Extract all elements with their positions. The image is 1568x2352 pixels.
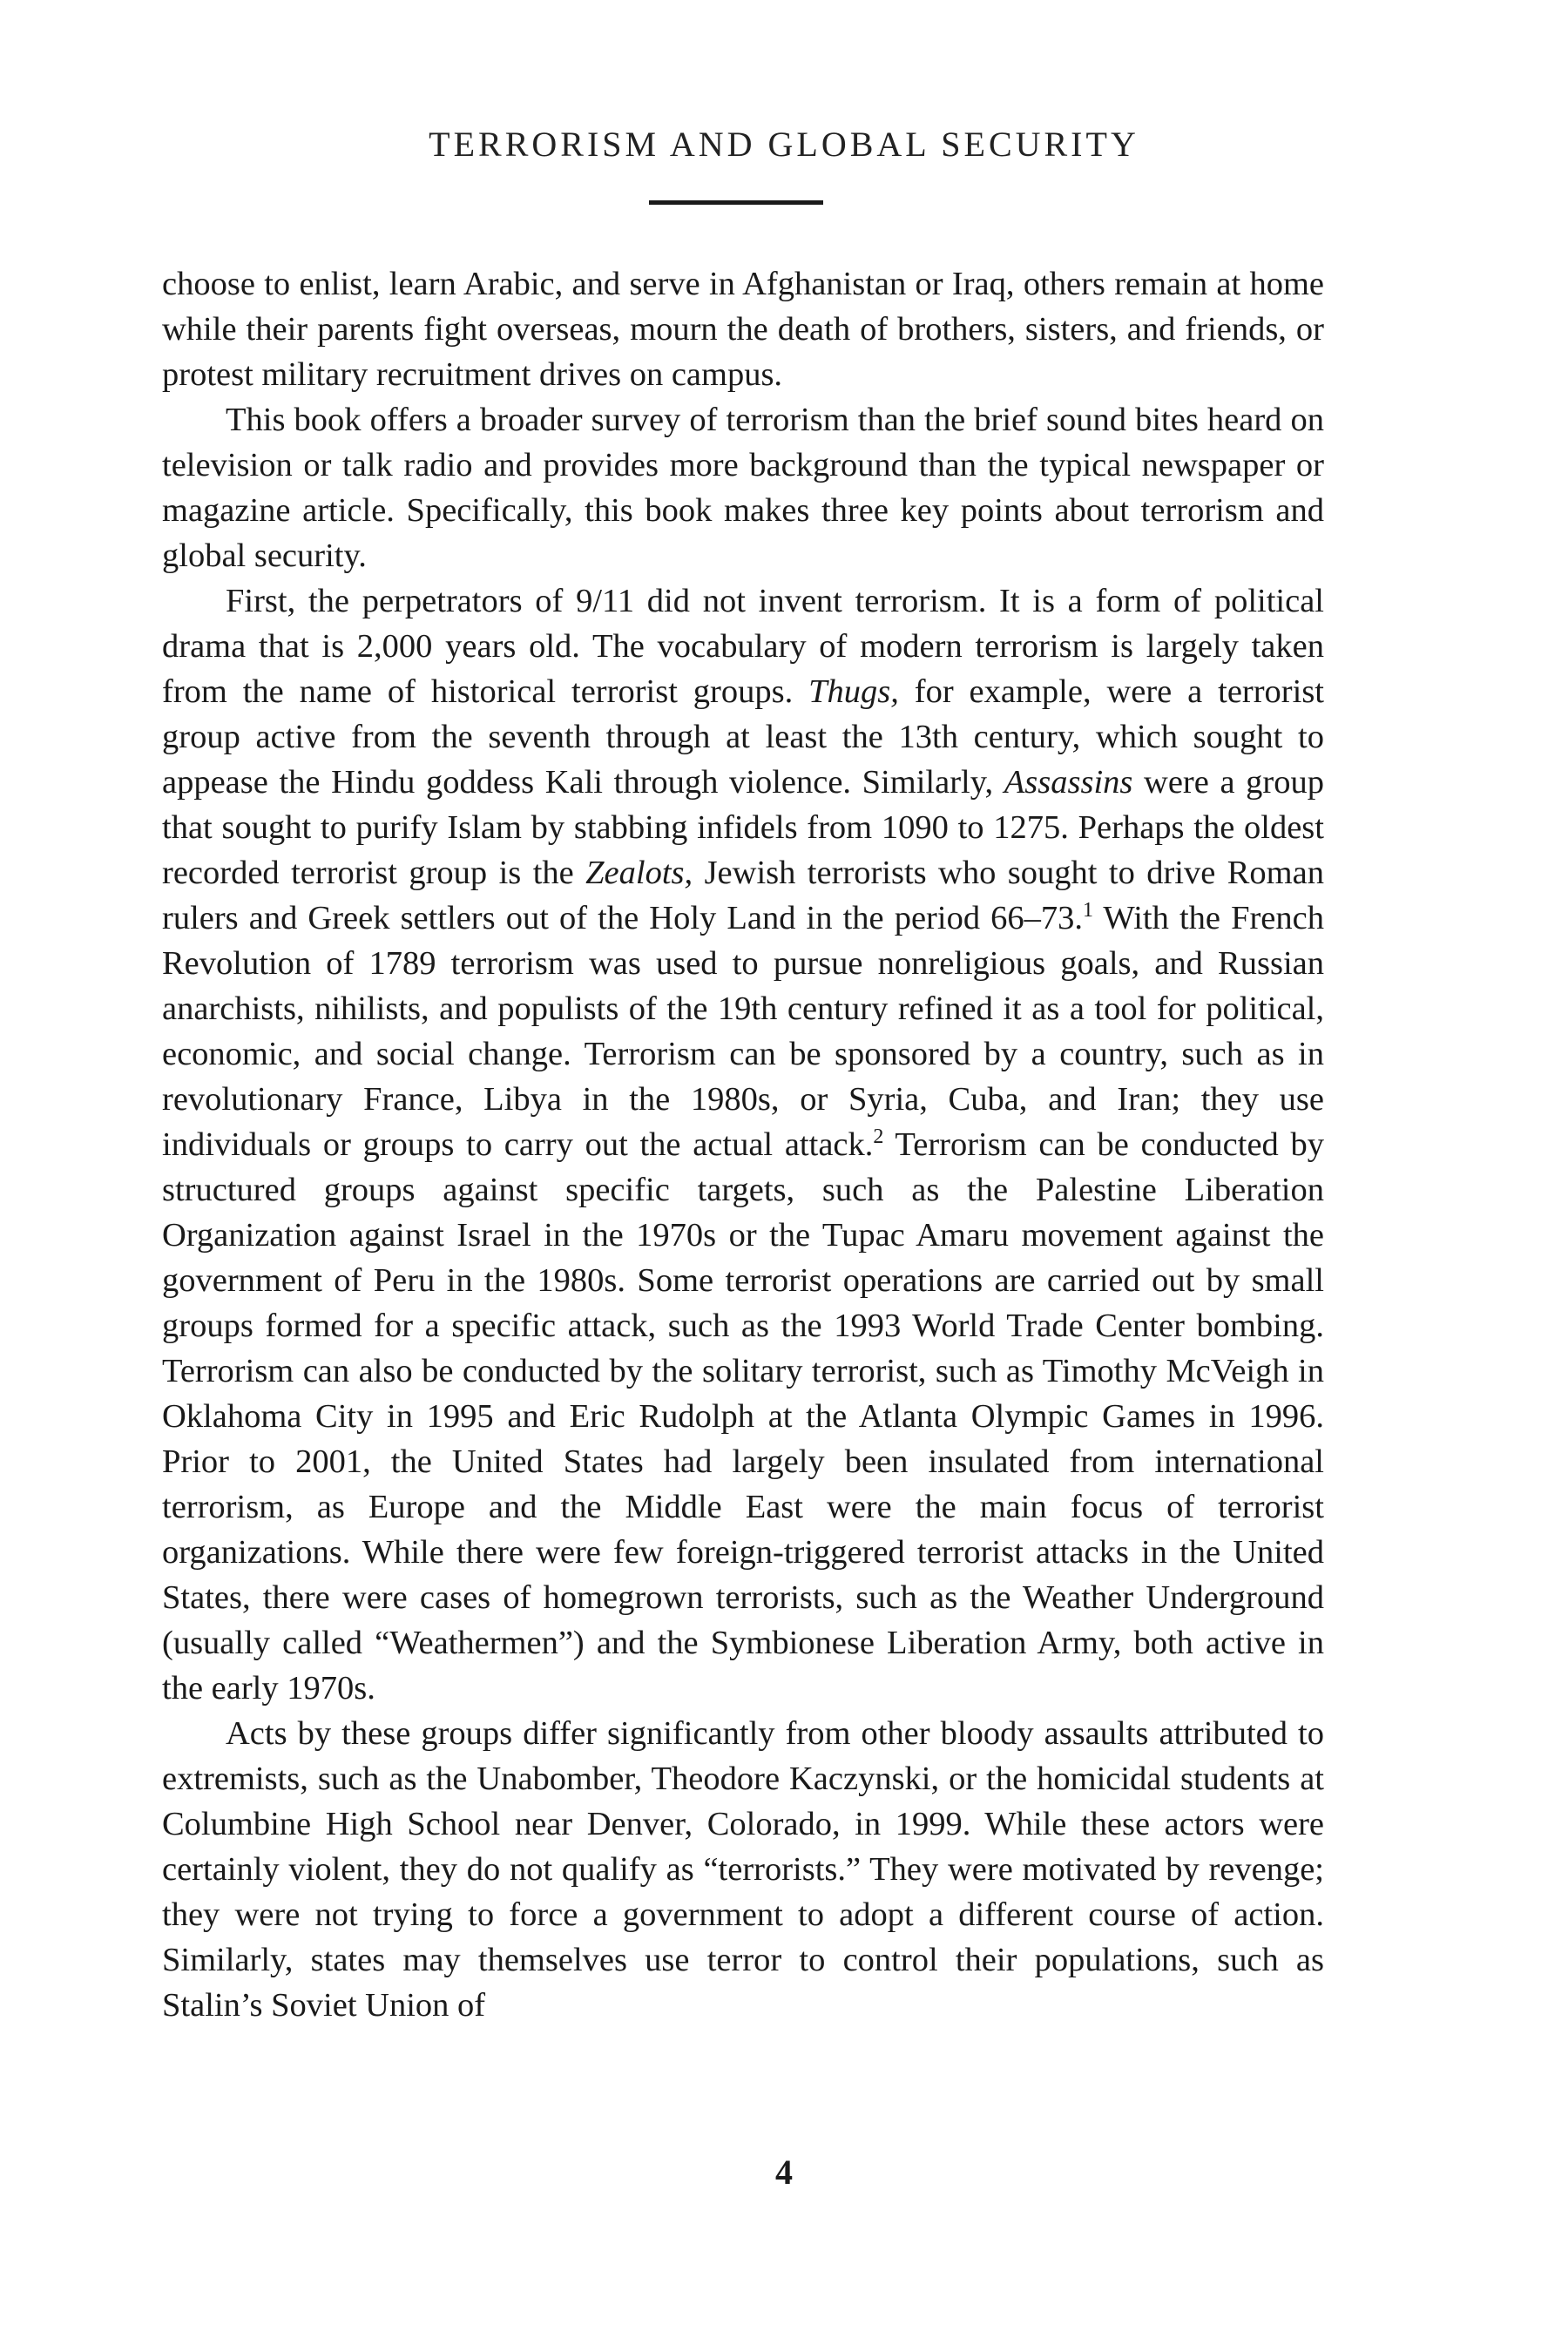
paragraph-continued: choose to enlist, learn Arabic, and serve in Afghanistan or Iraq, others remain at home while their parents fight overseas, mourn the death of brothers, sisters, and friends, or protest military recruitment drives on campus.	[162, 266, 1324, 393]
footnote-ref-1: 1	[1083, 899, 1094, 923]
italic-term-zealots: Zealots,	[585, 855, 693, 891]
text-run: First, the perpetrators of 9/11 did not invent terrorism. It is a form of political drama that is 2,000 years old. The vocabulary of modern terrorism is largely taken from the name of historical terrorist groups.	[162, 583, 1324, 710]
text-run: for example, were a terrorist group active from the seventh through at least the 13th century, which sought to appease the Hindu goddess Kali through violence. Similarly,	[162, 673, 1324, 801]
head-rule-divider	[649, 200, 823, 205]
text-run: With the French Revolution of 1789 terrorism was used to pursue nonreligious goals, and Russian anarchists, nihilists, and populists of the 19th century refined it as a tool for political, economic, and social change. Terrorism can be sponsored by a country, such as in revolutionary France, Libya in the 1980s, or Syria, Cuba, and Iran; they use individuals or groups to carry out the actual attack.	[162, 900, 1324, 1163]
italic-term-assassins: Assassins	[1004, 764, 1133, 801]
paragraph-book-overview: This book offers a broader survey of terrorism than the brief sound bites heard on television or talk radio and provides more background than the typical newspaper or magazine article. Specifically, this book makes three key points about terrorism and global security.	[162, 402, 1324, 574]
page-number: 4	[775, 2153, 793, 2192]
text-run: were a group that sought to purify Islam by stabbing infidels from 1090 to 1275. Perhaps the oldest recorded terrorist group is the	[162, 764, 1324, 891]
body-text	[162, 261, 1324, 2028]
paragraph-history-of-terrorism	[162, 578, 1324, 1711]
italic-term-thugs: Thugs,	[808, 673, 899, 710]
running-head: TERRORISM AND GLOBAL SECURITY	[429, 125, 1139, 164]
footnote-ref-2: 2	[873, 1125, 884, 1149]
text-run: Terrorism can be conducted by structured groups against specific targets, such as the Palestine Liberation Organization against Israel in the 1970s or the Tupac Amaru movement against the government of Peru in the 1980s. Some terrorist operations are carried out by small groups formed for a specific attack, such as the 1993 World Trade Center bombing. Terrorism can also be conducted by the solitary terrorist, such as Timothy McVeigh in Oklahoma City in 1995 and Eric Rudolph at the Atlanta Olympic Games in 1996. Prior to 2001, the United States had largely been insulated from international terrorism, as Europe and the Middle East were the main focus of terrorist organizations. While there were few foreign-triggered terrorist attacks in the United States, there were cases of homegrown terrorists, such as the Weather Underground (usually called “Weathermen”) and the Symbionese Liberation Army, both active in the early 1970s.	[162, 1126, 1324, 1707]
paragraph-extremist-acts: Acts by these groups differ significantly from other bloody assaults attributed to extremists, such as the Unabomber, Theodore Kaczynski, or the homicidal students at Columbine High School near Denver, Colorado, in 1999. While these actors were certainly violent, they do not qualify as “terrorists.” They were motivated by revenge; they were not trying to force a government to adopt a different course of action. Similarly, states may themselves use terror to control their populations, such as Stalin’s Soviet Union of	[162, 1715, 1324, 2024]
text-run: Jewish terrorists who sought to drive Roman rulers and Greek settlers out of the Holy Land in the period 66–73.	[162, 855, 1324, 936]
